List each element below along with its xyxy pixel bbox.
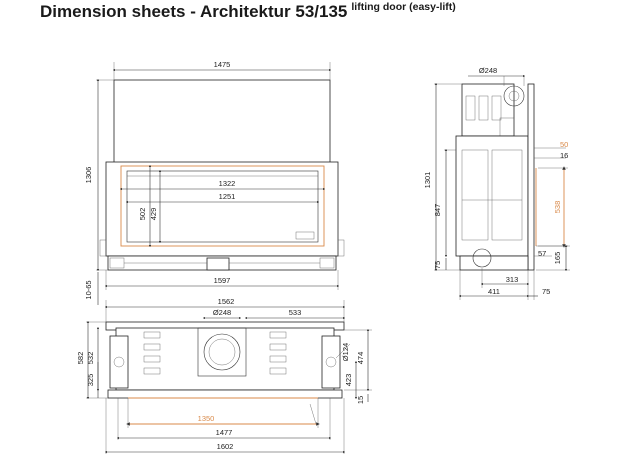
dim-top-flue-offset: 533 (288, 308, 302, 317)
dim-top-air-inlet: Ø124 (341, 342, 350, 362)
dim-side-leg-height: 165 (553, 251, 562, 265)
dim-front-opening-height: 502 (138, 207, 147, 221)
dim-front-base-width: 1597 (213, 276, 231, 285)
front-hood (114, 80, 330, 166)
dim-front-outer-width: 1322 (218, 179, 236, 188)
dim-side-clearance: 16 (560, 151, 569, 160)
title-subtitle: lifting door (easy-lift) (351, 1, 456, 13)
dim-side-frame-depth: 75 (542, 287, 551, 296)
side-view (423, 66, 570, 300)
dim-side-depth-inner: 313 (505, 275, 519, 284)
dim-front-foot-adjust: 10-65 (84, 280, 93, 300)
dim-top-glass-width: 1350 (197, 414, 215, 423)
dim-side-depth: 411 (488, 287, 500, 296)
dim-top-side-offset: 423 (344, 373, 353, 387)
dim-side-flue-diameter: Ø248 (478, 66, 498, 75)
dim-top-side-depth: 474 (356, 351, 365, 365)
dim-side-door-height: 538 (553, 200, 562, 214)
dim-side-height: 1301 (423, 171, 432, 189)
dim-top-width: 1562 (217, 297, 235, 306)
top-left-box (110, 336, 128, 388)
dim-top-frame-bottom: 15 (356, 395, 365, 405)
front-base-connector (207, 258, 229, 270)
top-view (76, 297, 372, 454)
top-front-frame (108, 390, 342, 398)
dim-top-depth: 582 (76, 351, 85, 365)
dim-top-inner-depth: 532 (86, 351, 95, 365)
dim-front-overall-width: 1475 (213, 60, 231, 69)
dim-side-inner-height: 847 (433, 203, 442, 217)
dim-top-flue-diameter: Ø248 (212, 308, 232, 317)
dim-top-overall-width: 1602 (216, 442, 234, 451)
front-view (84, 60, 344, 305)
title-main: Dimension sheets - Architektur 53/135 (40, 2, 348, 21)
dim-top-front-width: 1477 (215, 428, 233, 437)
top-right-box (322, 336, 340, 388)
dim-front-glass-width: 1251 (218, 192, 236, 201)
dim-top-rear-offset: 325 (86, 373, 95, 387)
dim-side-orange-top: 50 (560, 140, 569, 149)
dim-side-offset: 57 (538, 249, 547, 258)
side-front-frame (528, 84, 534, 270)
top-body (116, 328, 334, 390)
side-base (460, 256, 528, 270)
dim-side-foot-height: 75 (433, 260, 442, 270)
dim-front-glass-height: 429 (149, 207, 158, 221)
dim-front-height: 1306 (84, 166, 93, 184)
